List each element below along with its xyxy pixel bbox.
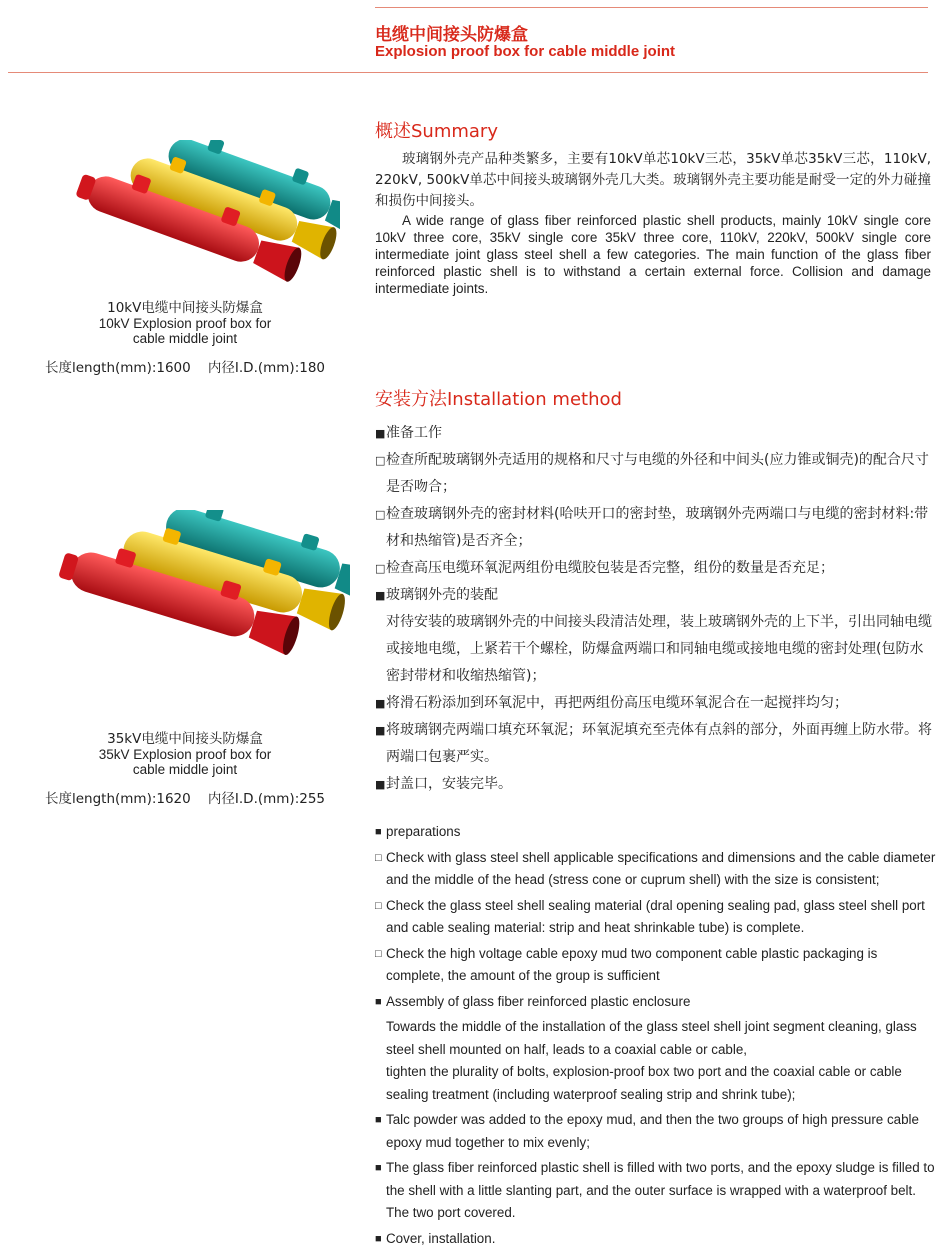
step-text: Check the glass steel shell sealing material (dral opening sealing pad, glass steel shell port and cable sealing material: strip and heat shrinkable tube) is complete. xyxy=(386,897,925,935)
bullet-mark: ■ xyxy=(375,826,382,838)
summary-title: 概述Summary xyxy=(375,121,498,142)
list-item xyxy=(375,943,937,988)
header-bottom-rule xyxy=(8,72,928,73)
list-item xyxy=(375,582,937,609)
product-caption-en-line1: 10kV Explosion proof box for xyxy=(98,316,272,331)
checkbox-mark: □ xyxy=(375,947,382,960)
checkbox-mark: □ xyxy=(375,562,386,575)
product-10kv xyxy=(20,140,350,376)
bullet-mark: ■ xyxy=(375,589,386,602)
summary-text-cn: 玻璃钢外壳产品种类繁多，主要有10kV单芯10kV三芯，35kV单芯35kV三芯，110kV, 220kV, 500kV单芯中间接头玻璃钢外壳几大类。玻璃钢外壳主要功能是耐受一定的外力碰撞和损伤中间接头。 xyxy=(375,151,931,209)
product-35kv xyxy=(20,510,350,807)
bullet-mark: ■ xyxy=(375,697,386,710)
step-text: preparations xyxy=(386,824,461,839)
bullet-mark: ■ xyxy=(375,1232,382,1245)
step-text: The glass fiber reinforced plastic shell is filled with two ports, and the epoxy sludge is filled to the shell with a little slanting part, and the outer surface is wrapped with a waterproof belt. The two port covered. xyxy=(386,1160,935,1220)
step-text: Towards the middle of the installation of the glass steel shell joint segment cleaning, glass steel shell mounted on half, leads to a coaxial cable or cable, xyxy=(386,1019,917,1057)
installation-steps-en xyxy=(375,821,937,1253)
step-text: 对待安装的玻璃钢外壳的中间接头段清洁处理，装上玻璃钢外壳的上下半，引出同轴电缆或接地电缆，上紧若干个螺栓，防爆盒两端口和同轴电缆或接地电缆的密封处理(包防水密封带材和收缩热缩管)； xyxy=(386,614,932,684)
step-text: Check the high voltage cable epoxy mud two component cable plastic packaging is complete, the amount of the group is sufficient xyxy=(386,945,878,983)
header-top-rule xyxy=(375,7,928,8)
step-text: 封盖口，安装完毕。 xyxy=(386,776,512,792)
list-item xyxy=(375,895,937,940)
list-item xyxy=(375,420,937,447)
step-text: 检查玻璃钢外壳的密封材料(哈呋开口的密封垫，玻璃钢外壳两端口与电缆的密封材料:带材和热缩管)是否齐全； xyxy=(386,506,929,549)
list-item xyxy=(375,1016,937,1061)
product-spec: 长度length(mm):1600 内径I.D.(mm):180 xyxy=(44,360,326,376)
product-caption-en-line2: cable middle joint xyxy=(132,331,238,346)
bullet-mark: ■ xyxy=(375,1162,382,1174)
bullet-mark: ■ xyxy=(375,724,386,737)
cable-joint-box-set-icon xyxy=(30,140,340,290)
list-item xyxy=(375,1061,937,1106)
checkbox-mark: □ xyxy=(375,899,382,912)
checkbox-mark: □ xyxy=(375,508,386,521)
page-title-cn: 电缆中间接头防爆盒 xyxy=(375,25,528,45)
step-text: Check with glass steel shell applicable specifications and dimensions and the cable diameter and the middle of the head (stress cone or cuprum shell) with the size is consistent; xyxy=(386,849,936,887)
list-item xyxy=(375,555,937,582)
step-text: Talc powder was added to the epoxy mud, and then the two groups of high pressure cable epoxy mud together to mix evenly; xyxy=(386,1112,919,1150)
list-item xyxy=(375,609,937,690)
list-item xyxy=(375,771,937,798)
product-caption-cn: 10kV电缆中间接头防爆盒 xyxy=(107,300,263,316)
step-text: tighten the plurality of bolts, explosion-proof box two port and the coaxial cable or cable sealing treatment (including waterproof sealing strip and shrink tube); xyxy=(386,1064,902,1102)
bullet-mark: ■ xyxy=(375,427,386,440)
product-caption-cn: 35kV电缆中间接头防爆盒 xyxy=(107,731,263,747)
step-text: Assembly of glass fiber reinforced plastic enclosure xyxy=(386,993,691,1009)
bullet-mark: ■ xyxy=(375,995,382,1008)
list-item xyxy=(375,1109,937,1154)
checkbox-mark: □ xyxy=(375,851,382,864)
list-item xyxy=(375,501,937,555)
bullet-mark: ■ xyxy=(375,1114,382,1126)
list-item xyxy=(375,1228,937,1251)
summary-text-en: A wide range of glass fiber reinforced plastic shell products, mainly 10kV single core 10kV three core, 35kV single core 35kV three core, 110kV, 220kV, 500kV single core intermediate joint glass steel shell a few categories. The main function of the glass fiber reinforced plastic shell is to withstand a certain external force. Collision and damage intermediate joints. xyxy=(375,213,931,296)
list-item xyxy=(375,690,937,717)
product-caption-en-line2: cable middle joint xyxy=(132,762,238,777)
step-text: 准备工作 xyxy=(386,425,442,441)
cable-joint-box-set-icon xyxy=(20,510,350,675)
bullet-mark: ■ xyxy=(375,778,386,791)
list-item xyxy=(375,821,937,844)
product-spec: 长度length(mm):1620 内径I.D.(mm):255 xyxy=(44,791,326,807)
list-item xyxy=(375,847,937,892)
list-item xyxy=(375,717,937,771)
step-text: 玻璃钢外壳的装配 xyxy=(386,587,498,603)
list-item xyxy=(375,1157,937,1225)
step-text: 检查高压电缆环氧泥两组份电缆胶包装是否完整，组份的数量是否充足； xyxy=(386,560,834,576)
step-text: 将玻璃钢壳两端口填充环氧泥；环氧泥填充至壳体有点斜的部分，外面再缠上防水带。将两端口包裹严实。 xyxy=(386,722,932,765)
step-text: Cover, installation. xyxy=(386,1230,496,1246)
installation-steps-cn xyxy=(375,420,937,798)
summary-body xyxy=(375,149,931,297)
page-title-en: Explosion proof box for cable middle joint xyxy=(375,43,676,60)
step-text: 检查所配玻璃钢外壳适用的规格和尺寸与电缆的外径和中间头(应力锥或铜壳)的配合尺寸是否吻合； xyxy=(386,452,929,495)
step-text: 将滑石粉添加到环氧泥中，再把两组份高压电缆环氧泥合在一起搅拌均匀； xyxy=(386,695,848,711)
checkbox-mark: □ xyxy=(375,454,386,467)
list-item xyxy=(375,991,937,1014)
product-caption-en-line1: 35kV Explosion proof box for xyxy=(98,747,272,762)
list-item xyxy=(375,447,937,501)
installation-title: 安装方法Installation method xyxy=(375,389,622,410)
